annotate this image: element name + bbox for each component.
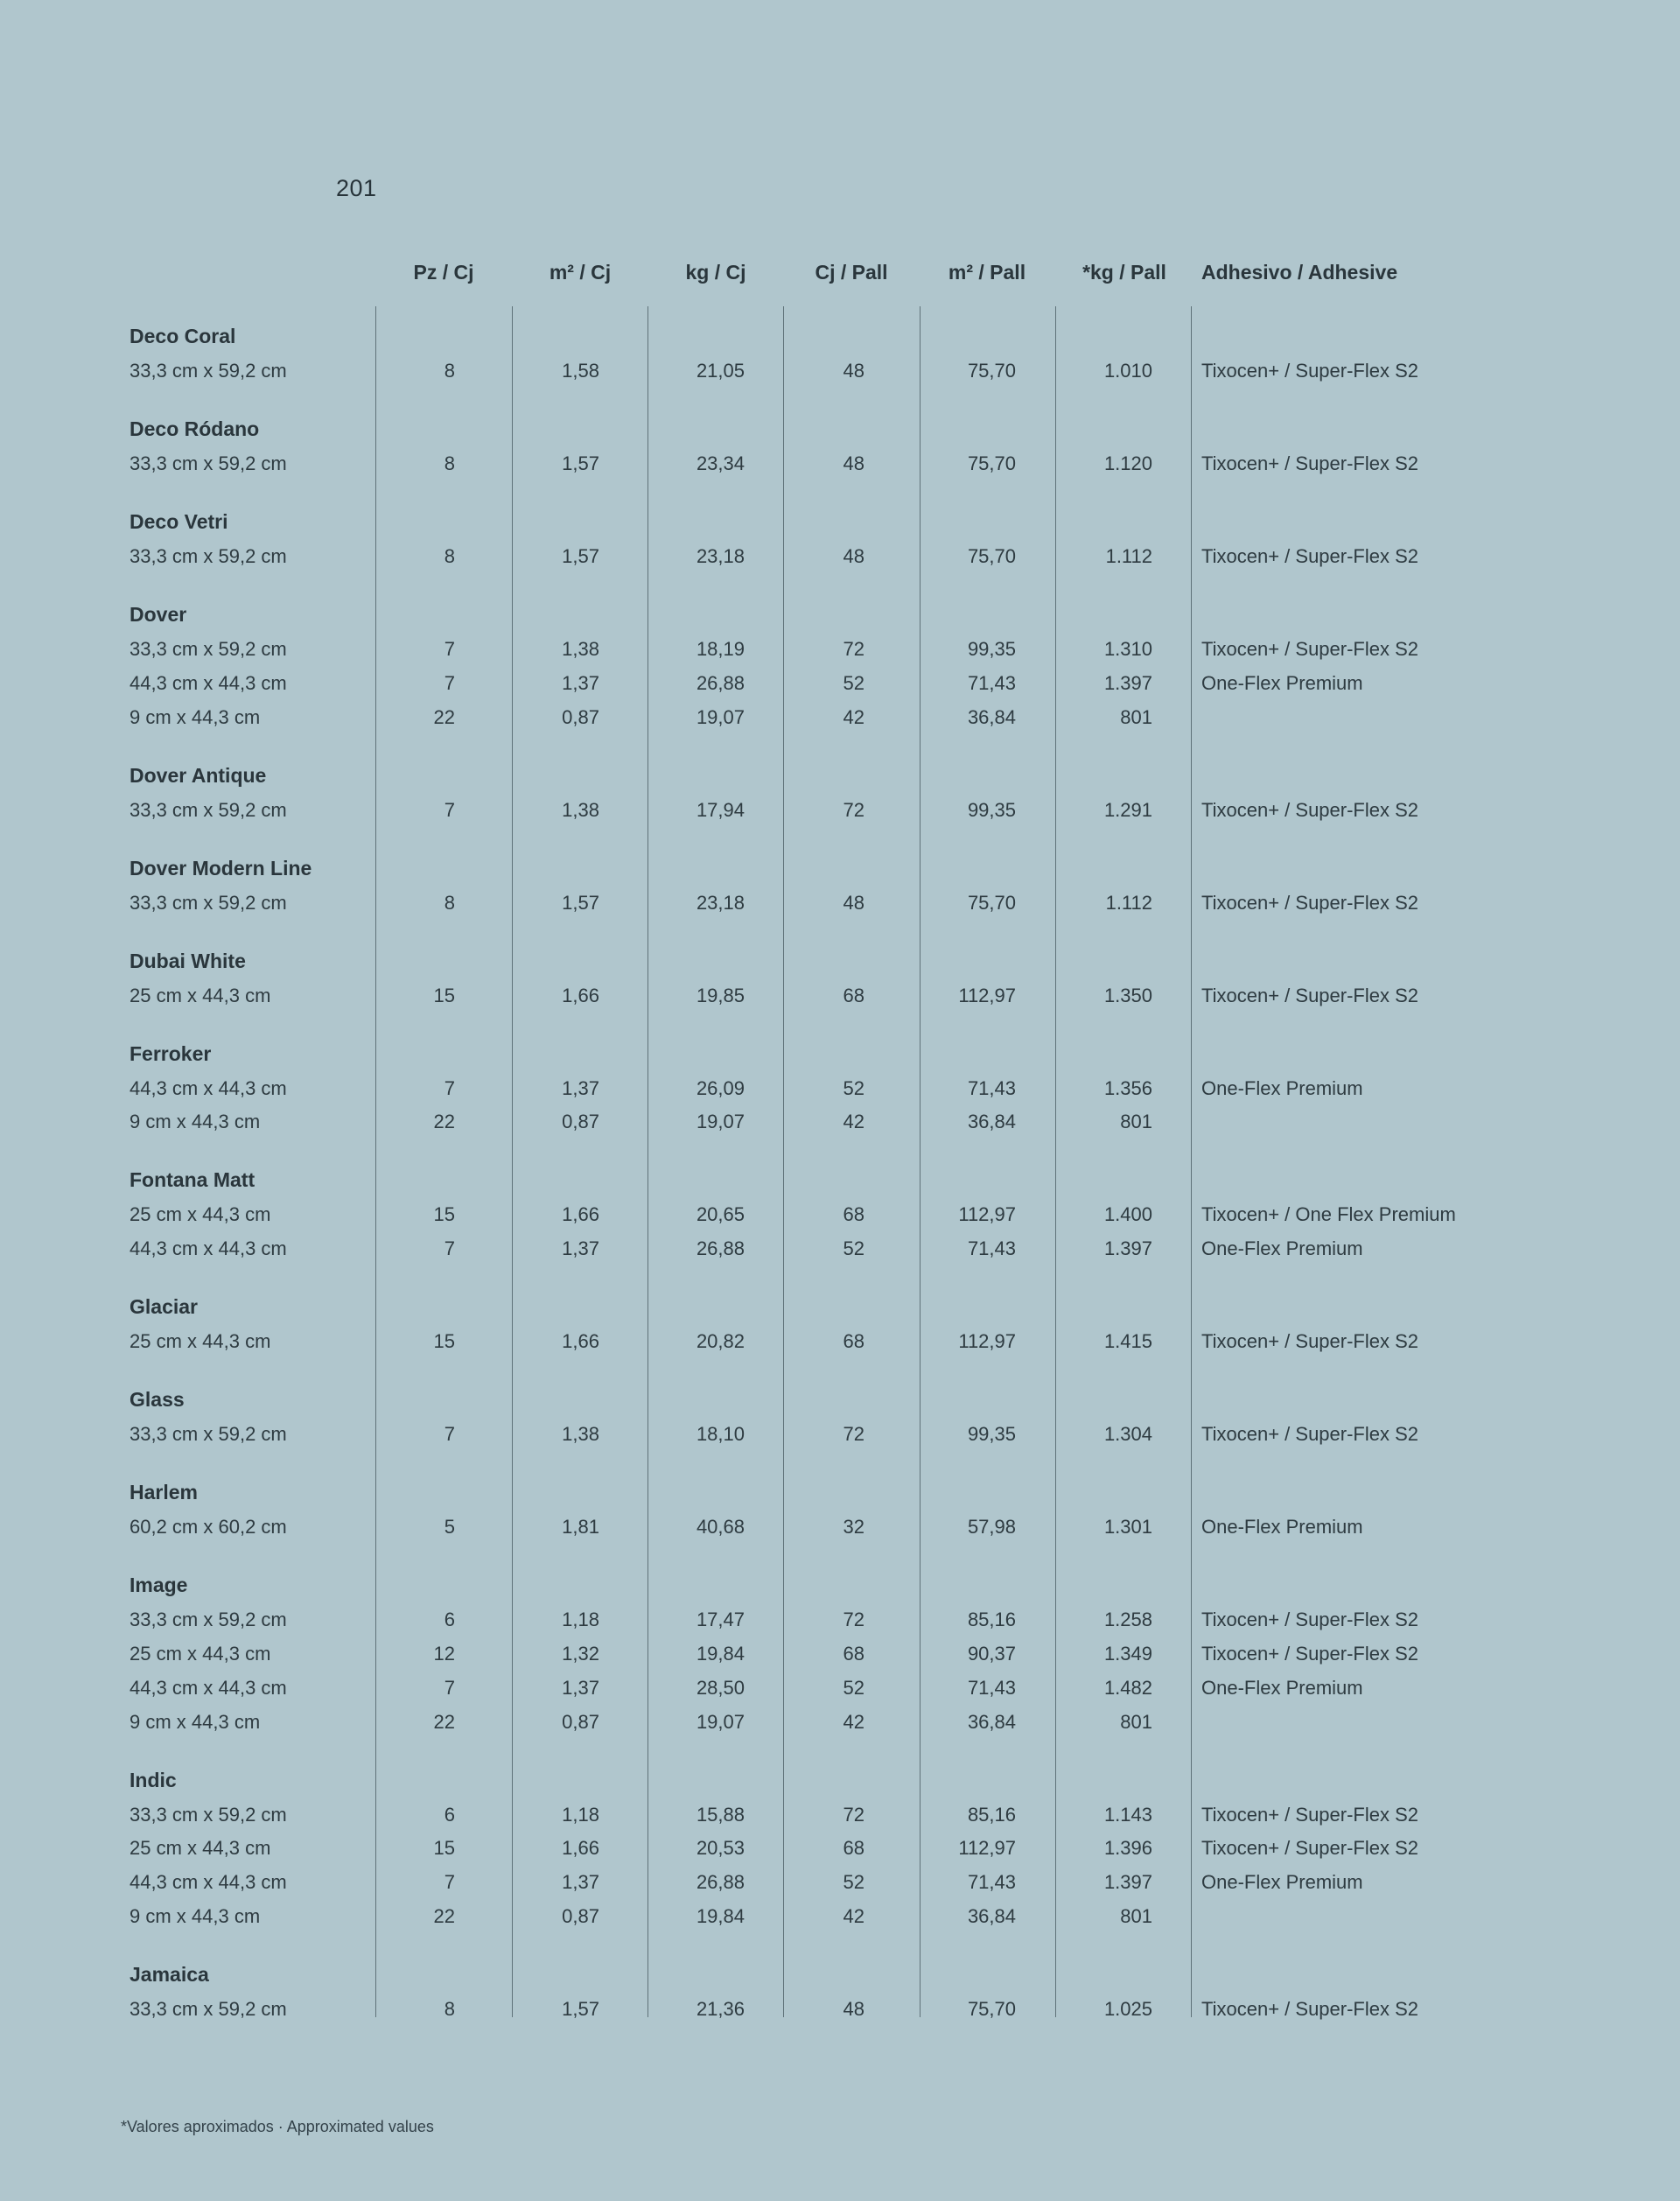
cell-kg-pall: 1.258 <box>1103 1609 1152 1631</box>
cell-cj-pall: 48 <box>843 1998 864 2020</box>
cell-kg-pall: 1.143 <box>1103 1803 1152 1826</box>
cell-pz-cj: 6 <box>444 1609 455 1631</box>
cell-m2-cj: 1,38 <box>562 1423 599 1446</box>
cell-kg-cj: 23,18 <box>696 545 745 567</box>
cell-kg-pall: 1.112 <box>1105 891 1152 914</box>
cell-m2-pall: 99,35 <box>967 638 1016 660</box>
cell-cj-pall: 72 <box>843 638 864 660</box>
cell-cj-pall: 68 <box>843 1203 864 1226</box>
cell-adhesive: Tixocen+ / Super-Flex S2 <box>1201 1837 1419 1860</box>
column-divider <box>783 306 784 2017</box>
cell-cj-pall: 68 <box>843 1643 864 1665</box>
cell-kg-cj: 28,50 <box>696 1676 745 1699</box>
cell-kg-cj: 20,53 <box>696 1837 745 1860</box>
product-name: Image <box>130 1574 188 1597</box>
cell-cj-pall: 52 <box>843 1676 864 1699</box>
cell-m2-cj: 1,37 <box>562 671 599 694</box>
cell-pz-cj: 7 <box>444 1676 455 1699</box>
cell-kg-pall: 1.397 <box>1103 671 1152 694</box>
cell-adhesive: One-Flex Premium <box>1201 1237 1363 1260</box>
cell-kg-cj: 18,10 <box>696 1423 745 1446</box>
cell-adhesive: Tixocen+ / Super-Flex S2 <box>1201 1423 1419 1446</box>
cell-m2-cj: 1,18 <box>562 1609 599 1631</box>
cell-m2-pall: 75,70 <box>967 545 1016 567</box>
cell-kg-pall: 1.400 <box>1103 1203 1152 1226</box>
cell-cj-pall: 42 <box>843 1710 864 1733</box>
size-label: 9 cm x 44,3 cm <box>130 1111 261 1133</box>
size-label: 44,3 cm x 44,3 cm <box>130 671 287 694</box>
cell-kg-pall: 801 <box>1120 1905 1152 1927</box>
cell-kg-cj: 19,07 <box>696 705 745 728</box>
cell-m2-pall: 99,35 <box>967 798 1016 821</box>
size-label: 33,3 cm x 59,2 cm <box>130 545 287 567</box>
cell-m2-cj: 0,87 <box>562 705 599 728</box>
size-label: 44,3 cm x 44,3 cm <box>130 1676 287 1699</box>
cell-cj-pall: 72 <box>843 798 864 821</box>
size-label: 9 cm x 44,3 cm <box>130 1905 261 1927</box>
size-label: 33,3 cm x 59,2 cm <box>130 798 287 821</box>
cell-adhesive: One-Flex Premium <box>1201 1676 1363 1699</box>
cell-kg-cj: 23,34 <box>696 452 745 474</box>
cell-pz-cj: 22 <box>433 1710 455 1733</box>
size-label: 33,3 cm x 59,2 cm <box>130 452 287 474</box>
cell-m2-cj: 1,57 <box>562 452 599 474</box>
footnote: *Valores aproximados · Approximated values <box>121 2118 434 2135</box>
cell-adhesive: Tixocen+ / Super-Flex S2 <box>1201 545 1419 567</box>
cell-m2-pall: 75,70 <box>967 1998 1016 2020</box>
cell-cj-pall: 42 <box>843 705 864 728</box>
cell-m2-cj: 1,37 <box>562 1237 599 1260</box>
product-name: Glass <box>130 1388 185 1412</box>
size-label: 25 cm x 44,3 cm <box>130 1203 271 1226</box>
cell-m2-pall: 71,43 <box>967 671 1016 694</box>
header-m2-cj: m² / Cj <box>549 261 612 284</box>
cell-kg-cj: 26,88 <box>696 1237 745 1260</box>
cell-kg-cj: 26,88 <box>696 1871 745 1894</box>
cell-cj-pall: 72 <box>843 1803 864 1826</box>
cell-cj-pall: 52 <box>843 671 864 694</box>
cell-kg-pall: 1.396 <box>1103 1837 1152 1860</box>
cell-m2-pall: 71,43 <box>967 1871 1016 1894</box>
cell-kg-pall: 1.025 <box>1103 1998 1152 2020</box>
cell-pz-cj: 7 <box>444 638 455 660</box>
cell-m2-pall: 71,43 <box>967 1237 1016 1260</box>
cell-adhesive: Tixocen+ / Super-Flex S2 <box>1201 1998 1419 2020</box>
cell-m2-pall: 36,84 <box>967 705 1016 728</box>
cell-pz-cj: 22 <box>433 1905 455 1927</box>
size-label: 33,3 cm x 59,2 cm <box>130 1423 287 1446</box>
cell-m2-pall: 99,35 <box>967 1423 1016 1446</box>
cell-kg-pall: 801 <box>1120 1111 1152 1133</box>
cell-m2-cj: 1,66 <box>562 1837 599 1860</box>
product-name: Deco Coral <box>130 325 236 347</box>
size-label: 25 cm x 44,3 cm <box>130 984 271 1006</box>
cell-m2-pall: 90,37 <box>967 1643 1016 1665</box>
cell-cj-pall: 52 <box>843 1871 864 1894</box>
cell-m2-cj: 1,66 <box>562 1330 599 1353</box>
cell-kg-cj: 19,07 <box>696 1111 745 1133</box>
size-label: 33,3 cm x 59,2 cm <box>130 1998 287 2020</box>
product-name: Deco Vetri <box>130 510 228 533</box>
product-name: Dover Antique <box>130 763 267 787</box>
cell-m2-pall: 112,97 <box>958 1837 1016 1860</box>
column-divider <box>1055 306 1056 2017</box>
column-divider <box>512 306 513 2017</box>
cell-pz-cj: 7 <box>444 1423 455 1446</box>
cell-cj-pall: 32 <box>843 1516 864 1539</box>
size-label: 44,3 cm x 44,3 cm <box>130 1076 287 1099</box>
cell-kg-pall: 1.310 <box>1103 638 1152 660</box>
size-label: 33,3 cm x 59,2 cm <box>130 891 287 914</box>
size-label: 9 cm x 44,3 cm <box>130 705 261 728</box>
size-label: 44,3 cm x 44,3 cm <box>130 1871 287 1894</box>
cell-m2-pall: 85,16 <box>967 1803 1016 1826</box>
cell-kg-cj: 18,19 <box>696 638 745 660</box>
cell-adhesive: Tixocen+ / One Flex Premium <box>1201 1203 1456 1226</box>
cell-m2-cj: 1,38 <box>562 638 599 660</box>
cell-kg-pall: 1.010 <box>1103 360 1152 382</box>
cell-kg-cj: 19,84 <box>696 1905 745 1927</box>
cell-m2-cj: 0,87 <box>562 1710 599 1733</box>
header-kg-cj: kg / Cj <box>685 261 746 284</box>
product-name: Dover Modern Line <box>130 856 312 880</box>
cell-m2-pall: 36,84 <box>967 1710 1016 1733</box>
cell-cj-pall: 68 <box>843 1330 864 1353</box>
cell-m2-cj: 1,57 <box>562 1998 599 2020</box>
cell-cj-pall: 72 <box>843 1609 864 1631</box>
cell-kg-pall: 1.397 <box>1103 1871 1152 1894</box>
cell-m2-pall: 112,97 <box>958 1330 1016 1353</box>
cell-kg-pall: 1.349 <box>1103 1643 1152 1665</box>
cell-pz-cj: 22 <box>433 705 455 728</box>
cell-cj-pall: 42 <box>843 1111 864 1133</box>
cell-kg-pall: 1.304 <box>1103 1423 1152 1446</box>
product-name: Ferroker <box>130 1041 212 1065</box>
cell-m2-cj: 0,87 <box>562 1111 599 1133</box>
cell-adhesive: One-Flex Premium <box>1201 1516 1363 1539</box>
cell-kg-cj: 20,82 <box>696 1330 745 1353</box>
size-label: 33,3 cm x 59,2 cm <box>130 360 287 382</box>
page-number: 201 <box>336 175 377 201</box>
cell-pz-cj: 7 <box>444 798 455 821</box>
cell-pz-cj: 8 <box>444 452 455 474</box>
cell-cj-pall: 48 <box>843 360 864 382</box>
cell-m2-cj: 1,32 <box>562 1643 599 1665</box>
size-label: 9 cm x 44,3 cm <box>130 1710 261 1733</box>
product-name: Glaciar <box>130 1295 198 1319</box>
header-kg-pall: *kg / Pall <box>1082 261 1166 284</box>
cell-m2-pall: 36,84 <box>967 1905 1016 1927</box>
size-label: 33,3 cm x 59,2 cm <box>130 1803 287 1826</box>
cell-adhesive: Tixocen+ / Super-Flex S2 <box>1201 891 1419 914</box>
cell-adhesive: One-Flex Premium <box>1201 1871 1363 1894</box>
header-pz-cj: Pz / Cj <box>413 261 474 284</box>
product-name: Fontana Matt <box>130 1168 256 1192</box>
cell-m2-pall: 85,16 <box>967 1609 1016 1631</box>
cell-m2-pall: 75,70 <box>967 452 1016 474</box>
cell-pz-cj: 8 <box>444 360 455 382</box>
cell-m2-pall: 112,97 <box>958 1203 1016 1226</box>
cell-kg-cj: 26,88 <box>696 671 745 694</box>
cell-kg-pall: 1.120 <box>1103 452 1152 474</box>
cell-pz-cj: 12 <box>433 1643 455 1665</box>
size-label: 25 cm x 44,3 cm <box>130 1330 271 1353</box>
cell-m2-pall: 75,70 <box>967 360 1016 382</box>
cell-cj-pall: 72 <box>843 1423 864 1446</box>
cell-kg-pall: 801 <box>1120 1710 1152 1733</box>
cell-adhesive: One-Flex Premium <box>1201 671 1363 694</box>
cell-m2-pall: 36,84 <box>967 1111 1016 1133</box>
size-label: 25 cm x 44,3 cm <box>130 1837 271 1860</box>
cell-m2-pall: 57,98 <box>967 1516 1016 1539</box>
cell-m2-cj: 0,87 <box>562 1905 599 1927</box>
cell-pz-cj: 15 <box>433 1203 455 1226</box>
cell-m2-cj: 1,57 <box>562 545 599 567</box>
cell-cj-pall: 52 <box>843 1237 864 1260</box>
cell-adhesive: Tixocen+ / Super-Flex S2 <box>1201 638 1419 660</box>
cell-adhesive: Tixocen+ / Super-Flex S2 <box>1201 1609 1419 1631</box>
cell-pz-cj: 22 <box>433 1111 455 1133</box>
cell-adhesive: Tixocen+ / Super-Flex S2 <box>1201 1803 1419 1826</box>
header-m2-pall: m² / Pall <box>948 261 1026 284</box>
cell-kg-cj: 21,05 <box>696 360 745 382</box>
cell-pz-cj: 7 <box>444 1237 455 1260</box>
cell-adhesive: Tixocen+ / Super-Flex S2 <box>1201 452 1419 474</box>
cell-cj-pall: 48 <box>843 891 864 914</box>
cell-m2-pall: 71,43 <box>967 1076 1016 1099</box>
cell-pz-cj: 15 <box>433 1330 455 1353</box>
cell-m2-cj: 1,18 <box>562 1803 599 1826</box>
size-label: 33,3 cm x 59,2 cm <box>130 638 287 660</box>
cell-m2-cj: 1,66 <box>562 984 599 1006</box>
cell-pz-cj: 7 <box>444 1076 455 1099</box>
product-name: Deco Ródano <box>130 417 260 440</box>
cell-kg-cj: 17,47 <box>696 1609 745 1631</box>
cell-m2-cj: 1,58 <box>562 360 599 382</box>
cell-m2-cj: 1,37 <box>562 1076 599 1099</box>
cell-adhesive: One-Flex Premium <box>1201 1076 1363 1099</box>
cell-adhesive: Tixocen+ / Super-Flex S2 <box>1201 798 1419 821</box>
cell-cj-pall: 48 <box>843 545 864 567</box>
size-label: 44,3 cm x 44,3 cm <box>130 1237 287 1260</box>
cell-kg-cj: 19,07 <box>696 1710 745 1733</box>
cell-m2-pall: 71,43 <box>967 1676 1016 1699</box>
cell-cj-pall: 42 <box>843 1905 864 1927</box>
cell-m2-cj: 1,81 <box>562 1516 599 1539</box>
cell-kg-pall: 1.291 <box>1103 798 1152 821</box>
cell-kg-cj: 21,36 <box>696 1998 745 2020</box>
column-divider <box>375 306 376 2017</box>
cell-pz-cj: 15 <box>433 984 455 1006</box>
cell-kg-cj: 19,84 <box>696 1643 745 1665</box>
cell-m2-cj: 1,57 <box>562 891 599 914</box>
cell-pz-cj: 6 <box>444 1803 455 1826</box>
cell-kg-cj: 40,68 <box>696 1516 745 1539</box>
cell-pz-cj: 8 <box>444 891 455 914</box>
cell-m2-cj: 1,37 <box>562 1871 599 1894</box>
cell-adhesive: Tixocen+ / Super-Flex S2 <box>1201 360 1419 382</box>
cell-pz-cj: 8 <box>444 1998 455 2020</box>
cell-cj-pall: 52 <box>843 1076 864 1099</box>
product-name: Jamaica <box>130 1963 209 1986</box>
size-label: 60,2 cm x 60,2 cm <box>130 1516 287 1539</box>
cell-pz-cj: 8 <box>444 545 455 567</box>
cell-m2-cj: 1,37 <box>562 1676 599 1699</box>
header-cj-pall: Cj / Pall <box>815 261 888 284</box>
cell-kg-pall: 1.482 <box>1103 1676 1152 1699</box>
cell-adhesive: Tixocen+ / Super-Flex S2 <box>1201 1330 1419 1353</box>
header-adhesive: Adhesivo / Adhesive <box>1201 261 1398 284</box>
cell-kg-cj: 17,94 <box>696 798 745 821</box>
cell-m2-cj: 1,38 <box>562 798 599 821</box>
cell-cj-pall: 68 <box>843 984 864 1006</box>
cell-pz-cj: 5 <box>444 1516 455 1539</box>
cell-kg-pall: 801 <box>1120 705 1152 728</box>
product-name: Harlem <box>130 1481 198 1504</box>
cell-kg-pall: 1.415 <box>1103 1330 1152 1353</box>
cell-pz-cj: 15 <box>433 1837 455 1860</box>
cell-kg-cj: 26,09 <box>696 1076 745 1099</box>
product-name: Dover <box>130 603 187 626</box>
cell-adhesive: Tixocen+ / Super-Flex S2 <box>1201 984 1419 1006</box>
cell-kg-pall: 1.301 <box>1103 1516 1152 1539</box>
cell-kg-cj: 23,18 <box>696 891 745 914</box>
size-label: 33,3 cm x 59,2 cm <box>130 1609 287 1631</box>
cell-kg-pall: 1.112 <box>1105 545 1152 567</box>
cell-m2-cj: 1,66 <box>562 1203 599 1226</box>
cell-adhesive: Tixocen+ / Super-Flex S2 <box>1201 1643 1419 1665</box>
cell-cj-pall: 68 <box>843 1837 864 1860</box>
product-name: Indic <box>130 1768 177 1791</box>
cell-cj-pall: 48 <box>843 452 864 474</box>
cell-pz-cj: 7 <box>444 671 455 694</box>
cell-kg-cj: 15,88 <box>696 1803 745 1826</box>
cell-kg-pall: 1.350 <box>1103 984 1152 1006</box>
cell-kg-cj: 19,85 <box>696 984 745 1006</box>
size-label: 25 cm x 44,3 cm <box>130 1643 271 1665</box>
product-name: Dubai White <box>130 949 246 972</box>
cell-m2-pall: 112,97 <box>958 984 1016 1006</box>
cell-kg-pall: 1.356 <box>1103 1076 1152 1099</box>
cell-m2-pall: 75,70 <box>967 891 1016 914</box>
column-divider <box>1191 306 1192 2017</box>
cell-pz-cj: 7 <box>444 1871 455 1894</box>
cell-kg-pall: 1.397 <box>1103 1237 1152 1260</box>
cell-kg-cj: 20,65 <box>696 1203 745 1226</box>
